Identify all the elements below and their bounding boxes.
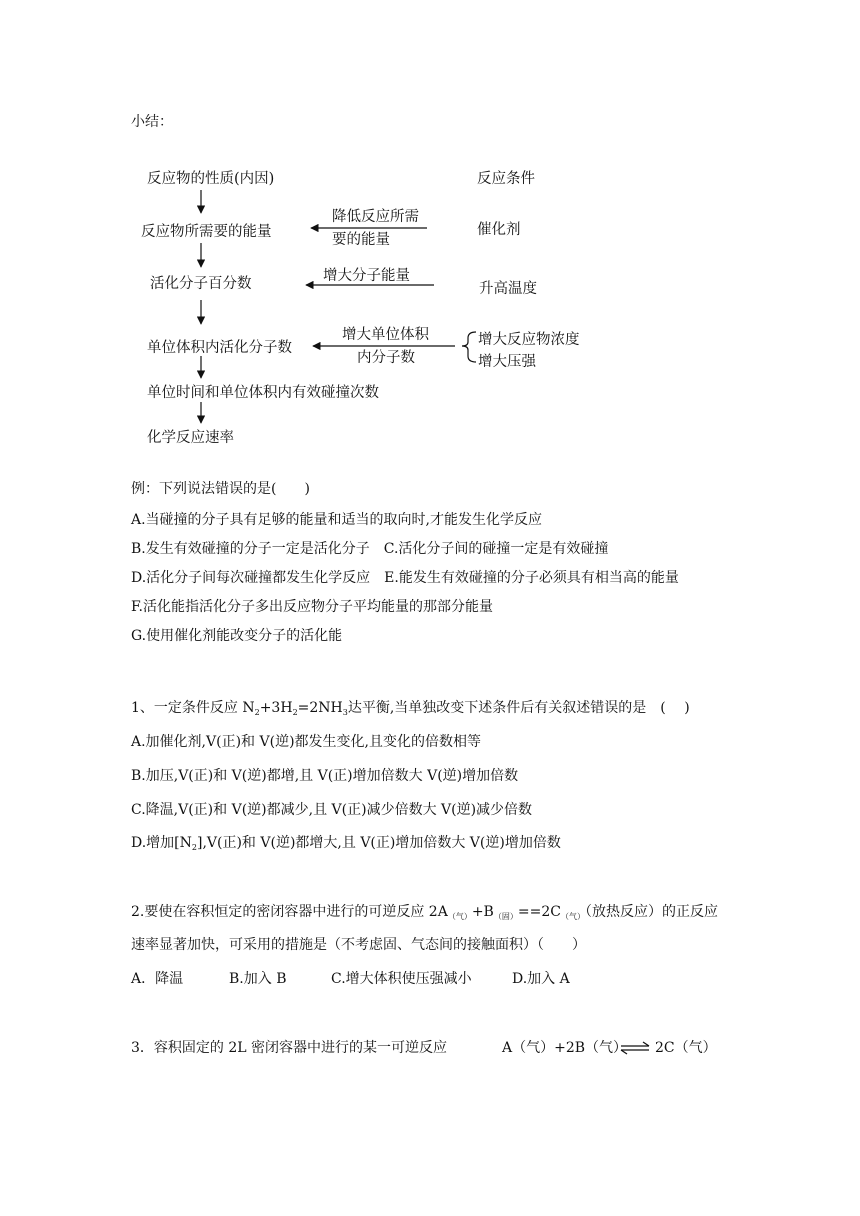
q1-stem: 1、一定条件反应 $N_2+3H_2=2NH_3$达平衡,当单独改变下述条件后有关叙述错误的是 ( ): [131, 700, 690, 717]
brace: [462, 332, 476, 362]
q2-option-c: C.增大体积使压强减小: [331, 971, 472, 987]
q1-option-d: D.增加$[N_2],V$(正)和 V(逆)都增大,且 V(正)增加倍数大 V(逆)增加倍数: [131, 835, 561, 852]
q3-equation-right: 2C（气）: [655, 1040, 717, 1056]
example-option-a: A.当碰撞的分子具有足够的能量和适当的取向时,才能发生化学反应: [131, 512, 543, 528]
example-option-bc: B.发生有效碰撞的分子一定是活化分子 C.活化分子间的碰撞一定是有效碰撞: [131, 541, 609, 557]
q1-option-b: B.加压,V(正)和 V(逆)都增,且 V(正)增加倍数大 V(逆)增加倍数: [131, 768, 519, 784]
q2-option-b: B.加入 B: [229, 971, 287, 987]
conditions-header: 反应条件: [477, 171, 535, 187]
label-lower-energy-1: 降低反应所需: [332, 209, 419, 225]
flow-diagram-lines: [0, 0, 860, 460]
example-option-g: G.使用催化剂能改变分子的活化能: [131, 628, 343, 644]
example-question: 例：下列说法错误的是( ): [131, 481, 310, 497]
flow-step-activated-percent: 活化分子百分数: [150, 276, 252, 292]
condition-catalyst: 催化剂: [477, 222, 521, 238]
q2-option-a: A．降温: [131, 971, 184, 987]
flow-step-required-energy: 反应物所需要的能量: [141, 224, 272, 240]
q2-option-d: D.加入 A: [512, 971, 570, 987]
q2-stem-line2: 速率显著加快，可采用的措施是（不考虑固、气态间的接触面积）（ ）: [131, 937, 586, 953]
flow-step-activated-per-volume: 单位体积内活化分子数: [147, 340, 292, 356]
condition-concentration: 增大反应物浓度: [478, 332, 580, 348]
label-lower-energy-2: 要的能量: [332, 232, 390, 248]
label-increase-per-volume-1: 增大单位体积: [342, 327, 429, 343]
condition-temperature: 升高温度: [479, 281, 537, 297]
q1-option-a: A.加催化剂,V(正)和 V(逆)都发生变化,且变化的倍数相等: [131, 734, 481, 750]
flow-step-reactant-nature: 反应物的性质(内因): [147, 171, 275, 187]
flow-step-reaction-rate: 化学反应速率: [147, 430, 234, 446]
label-increase-per-volume-2: 内分子数: [357, 350, 415, 366]
q3-equation-left: A（气）+2B（气）: [502, 1040, 628, 1056]
example-option-f: F.活化能指活化分子多出反应物分子平均能量的那部分能量: [131, 599, 493, 615]
label-increase-energy: 增大分子能量: [323, 268, 410, 284]
summary-heading: 小结：: [131, 114, 173, 130]
flow-step-effective-collisions: 单位时间和单位体积内有效碰撞次数: [147, 385, 379, 401]
equilibrium-arrows-icon: [619, 1041, 651, 1055]
example-option-de: D.活化分子间每次碰撞都发生化学反应 E.能发生有效碰撞的分子必须具有相当高的能量: [131, 570, 679, 586]
condition-pressure: 增大压强: [478, 354, 536, 370]
q3-stem: 3．容积固定的 2L 密闭容器中进行的某一可逆反应: [131, 1040, 448, 1056]
q2-stem-line1: 2.要使在容积恒定的密闭容器中进行的可逆反应 $2A_{(气)}+B_{(固)}==2C_{(气)}$（放热反应）的正反应: [131, 904, 718, 921]
q1-option-c: C.降温,V(正)和 V(逆)都减少,且 V(正)减少倍数大 V(逆)减少倍数: [131, 802, 533, 818]
